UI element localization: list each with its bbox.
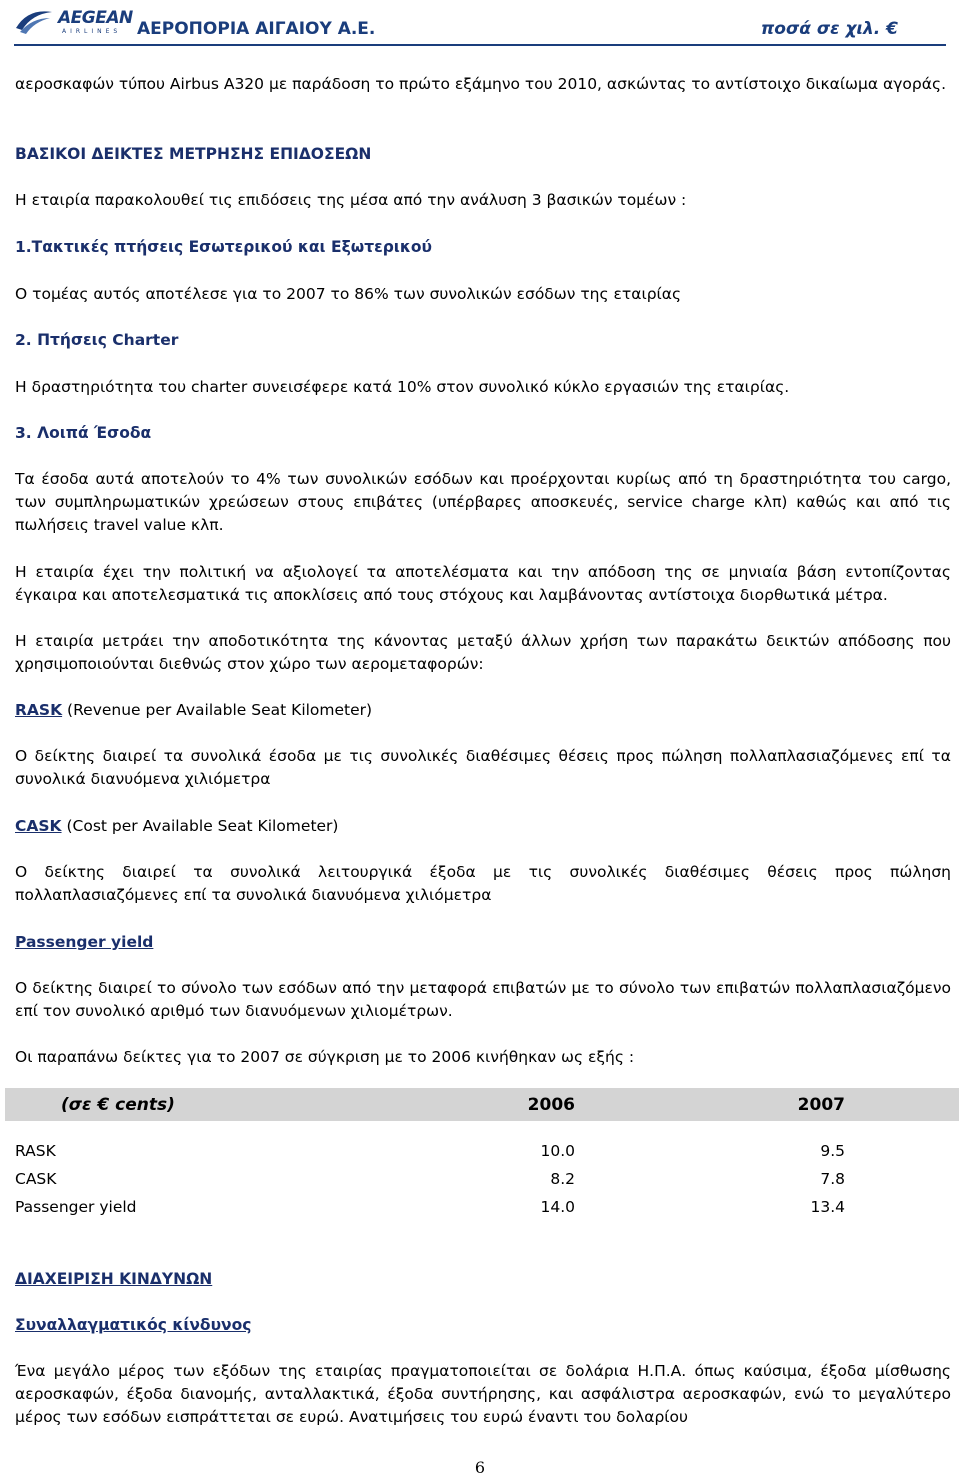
intro-paragraph: αεροσκαφών τύπου Airbus A320 με παράδοση το πρώτο εξάμηνο του 2010, ασκώντας το αντίστοιχο δικαίωμα αγοράς. (15, 75, 946, 93)
sector3-text: Τα έσοδα αυτά αποτελούν το 4% των συνολικών εσόδων και προέρχονται κυρίως από τη δραστηριότητα του cargo, των συμπληρωματικών χρεώσεων στους επιβάτες (υπέρβαρες αποσκευές, service charge κλπ) καθώς και από τις πωλήσεις travel value κλπ. (15, 470, 951, 534)
sector2-text: Η δραστηριότητα του charter συνεισέφερε κατά 10% στον συνολικό κύκλο εργασιών της εταιρίας. (15, 378, 790, 396)
cask-expansion: (Cost per Available Seat Kilometer) (61, 817, 339, 835)
rask-description: Ο δείκτης διαιρεί τα συνολικά έσοδα με τις συνολικές διαθέσιμες θέσεις προς πώληση πολλαπλασιαζόμενες επί τα συνολικά διανυόμενα χιλιόμετρα (15, 747, 951, 788)
rask-expansion: (Revenue per Available Seat Kilometer) (62, 701, 373, 719)
table-row-pad (845, 1137, 959, 1165)
logo-wordmark: AEGEAN (58, 8, 133, 28)
table-cell-2006: 8.2 (550, 1170, 575, 1188)
logo-subtitle: AIRLINES (62, 28, 122, 35)
table-header-pad (845, 1088, 959, 1121)
company-name: ΑΕΡΟΠΟΡΙΑ ΑΙΓΑΙΟΥ Α.Ε. (137, 19, 376, 39)
sector1-title: 1.Τακτικές πτήσεις Εσωτερικού και Εξωτερικού (15, 238, 432, 256)
table-col-2006: 2006 (335, 1088, 575, 1121)
kpi-heading: ΒΑΣΙΚΟΙ ΔΕΙΚΤΕΣ ΜΕΤΡΗΣΗΣ ΕΠΙΔΟΣΕΩΝ (15, 145, 372, 163)
table-cell-2006: 10.0 (540, 1142, 575, 1160)
sector1-text: Ο τομέας αυτός αποτέλεσε για το 2007 το 86% των συνολικών εσόδων της εταιρίας (15, 285, 682, 303)
kpi-intro: Η εταιρία παρακολουθεί τις επιδόσεις της μέσα από την ανάλυση 3 βασικών τομέων : (15, 191, 687, 209)
compare-paragraph: Οι παραπάνω δείκτες για το 2007 σε σύγκριση με το 2006 κινήθηκαν ως εξής : (15, 1048, 635, 1066)
fx-heading: Συναλλαγματικός κίνδυνος (15, 1316, 252, 1334)
aegean-logo (14, 4, 133, 40)
risk-heading: ΔΙΑΧΕΙΡΙΣΗ ΚΙΝΔΥΝΩΝ (15, 1270, 213, 1288)
measure-paragraph: Η εταιρία μετράει την αποδοτικότητα της κάνοντας μεταξύ άλλων χρήση των παρακάτω δεικτών απόδοσης που χρησιμοποιούνται διεθνώς στον χώρο των αερομεταφορών: (15, 632, 951, 673)
table-spacer-row (5, 1121, 959, 1137)
header-divider (14, 44, 946, 46)
table-row-pad (845, 1193, 959, 1221)
table-row (5, 1165, 959, 1193)
table-row (5, 1193, 959, 1221)
table-cell-2007: 7.8 (820, 1170, 845, 1188)
table-row (5, 1137, 959, 1165)
table-header-row (5, 1088, 959, 1121)
table-row-label: CASK (15, 1170, 57, 1188)
cask-description: Ο δείκτης διαιρεί τα συνολικά λειτουργικά έξοδα με τις συνολικές διαθέσιμες θέσεις προς πώληση πολλαπλασιαζόμενες επί τα συνολικά διανυόμενα χιλιόμετρα (15, 863, 951, 904)
table-row-label: Passenger yield (15, 1198, 137, 1216)
policy-paragraph: Η εταιρία έχει την πολιτική να αξιολογεί τα αποτελέσματα και την απόδοση της σε μηνιαία βάση εντοπίζοντας έγκαιρα και αποτελεσματικά τις αποκλίσεις από τους στόχους και λαμβάνοντας αντίστοιχα διορθωτικά μέτρα. (15, 563, 951, 604)
currency-note: ποσά σε χιλ. € (760, 19, 898, 39)
kpi-table (5, 1088, 959, 1221)
fx-paragraph: Ένα μεγάλο μέρος των εξόδων της εταιρίας πραγματοποιείται σε δολάρια Η.Π.Α. όπως καύσιμα, έξοδα μίσθωσης αεροσκαφών, έξοδα διανομής, ανταλλακτικά, έξοδα συντήρησης, και ασφάλιστρα αεροσκαφών, ενώ το μεγαλύτερο μέρος των εσόδων εισπράττεται σε ευρώ. Ανατιμήσεις του ευρώ έναντι του δολαρίου (15, 1362, 951, 1426)
table-cell-2006: 14.0 (540, 1198, 575, 1216)
yield-term: Passenger yield (15, 933, 154, 951)
page-number: 6 (474, 1458, 486, 1477)
page-header (0, 0, 960, 54)
table-unit-label: (σε € cents) (5, 1088, 335, 1121)
table-cell-2007: 13.4 (810, 1198, 845, 1216)
table-row-pad (845, 1165, 959, 1193)
table-row-label: RASK (15, 1142, 56, 1160)
sector2-title: 2. Πτήσεις Charter (15, 331, 179, 349)
table-col-2007: 2007 (575, 1088, 845, 1121)
cask-definition (15, 815, 951, 838)
rask-definition (15, 699, 951, 722)
cask-term: CASK (15, 817, 62, 835)
rask-term: RASK (15, 701, 63, 719)
aegean-swoosh-icon (14, 6, 54, 36)
sector3-title: 3. Λοιπά Έσοδα (15, 424, 152, 442)
table-cell-2007: 9.5 (820, 1142, 845, 1160)
yield-description: Ο δείκτης διαιρεί το σύνολο των εσόδων από την μεταφορά επιβατών με το σύνολο των επιβατών πολλαπλασιαζόμενο επί τον συνολικό αριθμό των διανυόμενων χιλιομέτρων. (15, 979, 951, 1020)
